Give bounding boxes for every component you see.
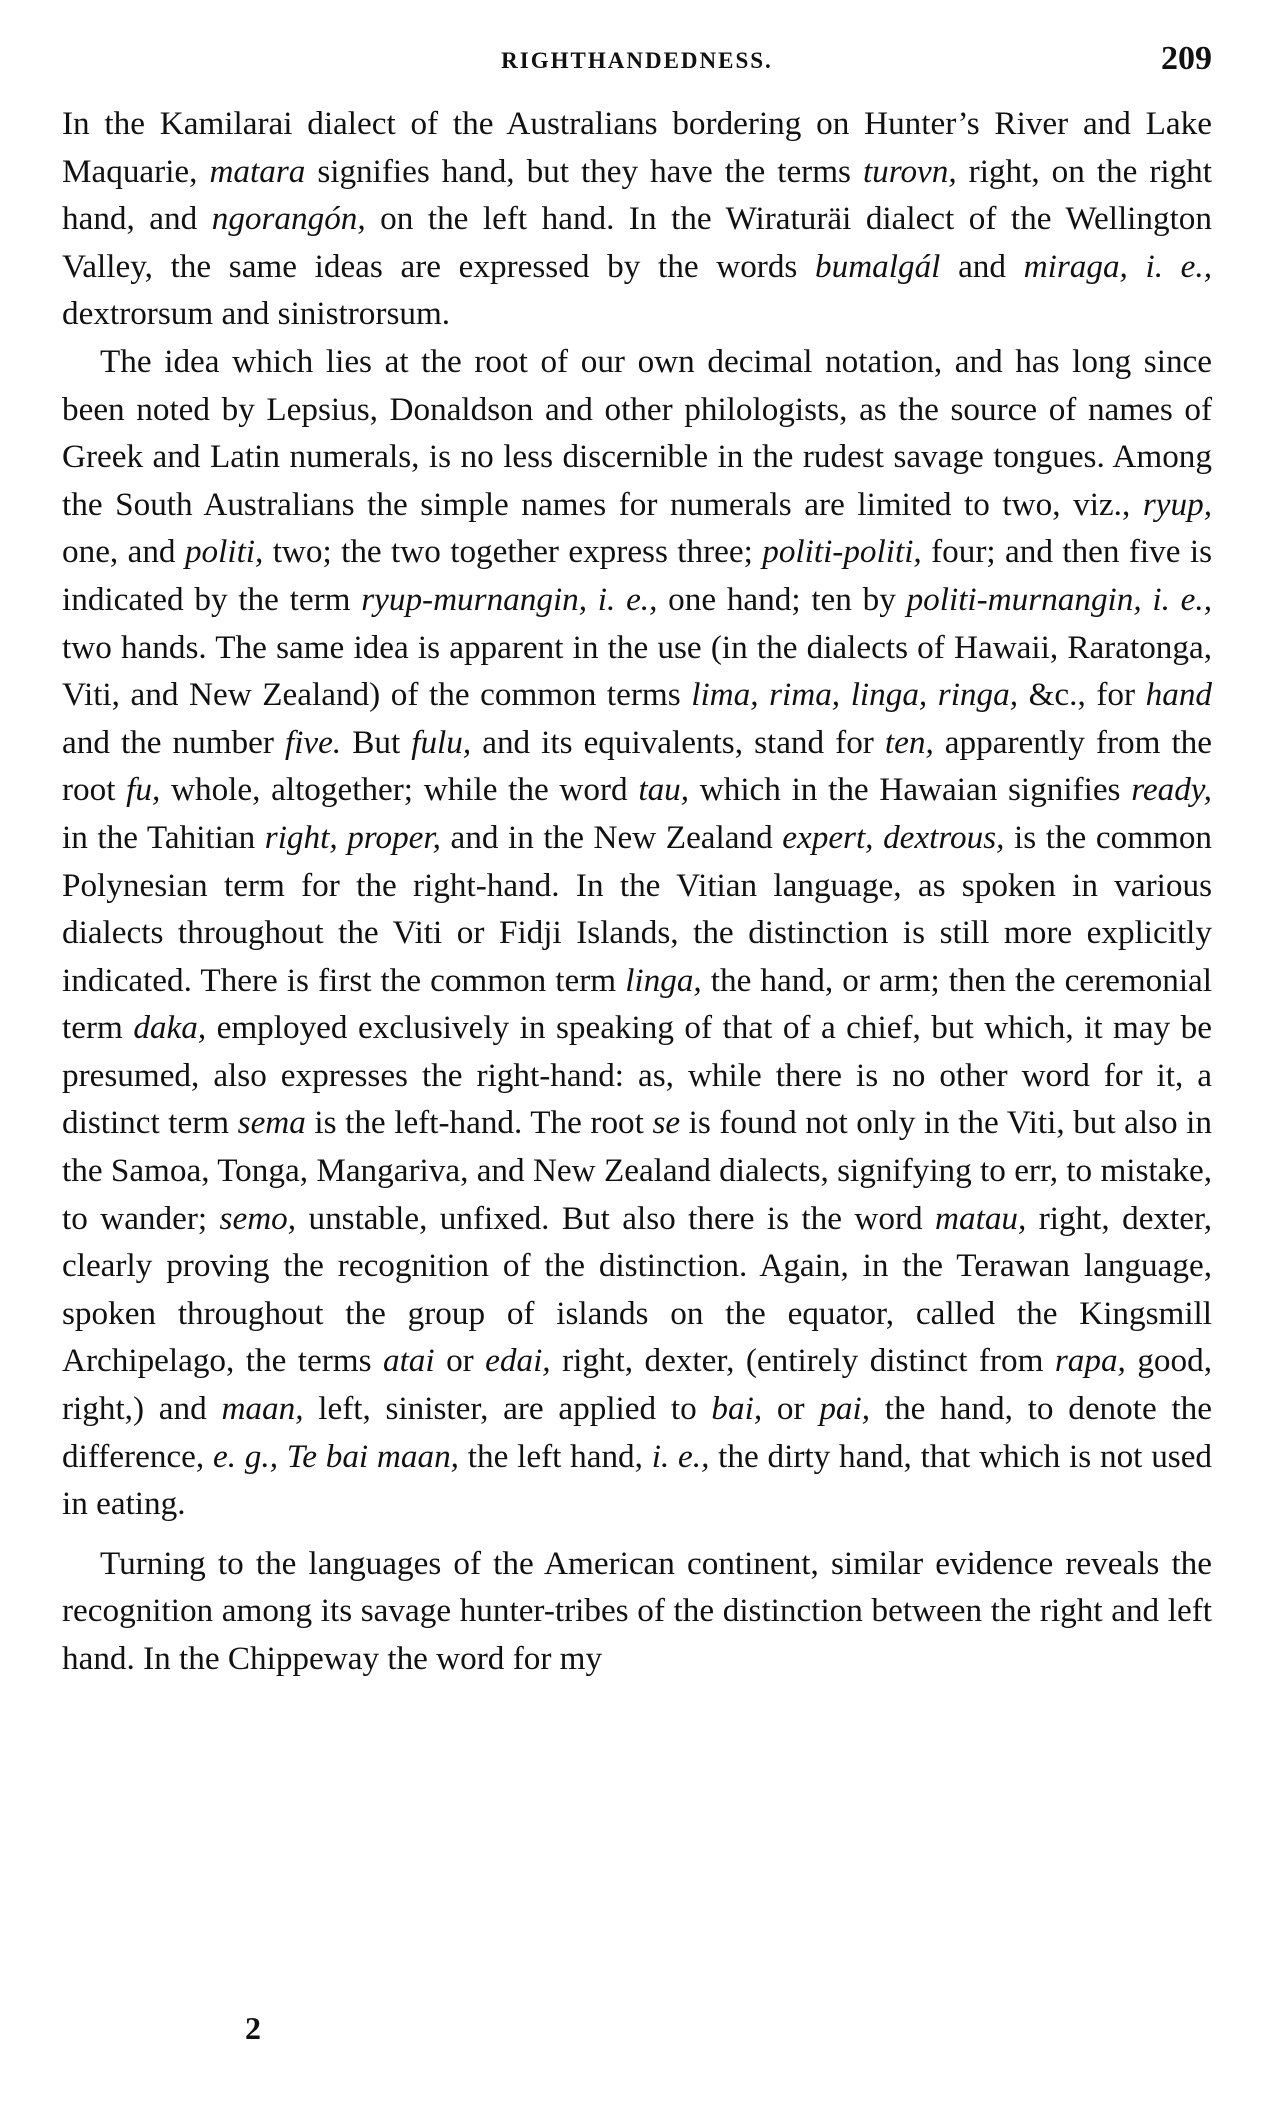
italic-term: fu, [126,771,161,809]
page-number: 209 [1161,40,1212,77]
text-run: left, sinister, are applied to [303,1390,712,1428]
text-run: employed exclusively in speaking of that of a chief, but which, it may be presumed, also expresses the right-hand: as, while there is no other word for it, a distinct term [62,1009,1213,1142]
running-head [62,40,1212,84]
text-run: the left hand, [458,1437,652,1475]
text-run: the hand, or arm; then the ceremonial term [62,961,1212,1047]
italic-term: rapa, [1054,1342,1126,1380]
text-run: Turning to the languages of the American continent, similar evidence reveals the recognition among its savage hunter-tribes of the distinction between the right and left hand. In the Chippeway the word for my [62,1544,1212,1677]
italic-term: maan, [221,1390,304,1428]
text-run: the dirty hand, that which is not used in eating. [62,1437,1213,1523]
text-run: dextrorsum and sinistrorsum. [62,295,451,333]
text-run: is the common Polynesian term for the right-hand. In the Vitian language, as spoken in various dialects throughout the Viti or Fidji Islands, the distinction is still more explicitly indicated. There is first the common term [62,818,1213,999]
text-run: and [940,247,1024,285]
running-title: RIGHTHANDEDNESS. [501,48,773,73]
text-run: one, and [62,533,185,571]
italic-term: se [652,1104,681,1142]
italic-term: matau, [935,1199,1027,1237]
text-run: the hand, to denote the difference, [62,1390,1212,1475]
italic-term: semo, [219,1199,297,1237]
text-run: whole, altogether; while the word [160,771,639,809]
text-run: unstable, unfixed. But also there is the word [296,1199,936,1237]
italic-term: ready, [1131,771,1212,809]
text-run: is found not only in the Viti, but also in the Samoa, Tonga, Mangariva, and New Zealand dialects, signifying to err, to mistake, to wander; [62,1104,1212,1237]
italic-term: daka, [133,1009,207,1047]
text-run: and in the New Zealand [440,818,783,856]
text-run: two hands. The same idea is apparent in the use (in the dialects of Hawaii, Raratonga, Viti, and New Zealand) of the common terms [62,628,1212,714]
text-run: good, right,) and [62,1342,1212,1428]
italic-term: linga, [625,961,702,999]
body-text [62,100,1212,1683]
text-run: on the left hand. In the Wiraturäi dialect of the Wellington Valley, the same ideas are expressed by the words [62,200,1212,285]
text-run: &c., for [1018,676,1146,714]
signature-mark: 2 [245,2010,261,2046]
italic-term: fulu, [411,723,472,761]
italic-term: matara [209,152,306,190]
text-run: or [762,1390,820,1428]
text-run: and its equivalents, stand for [471,723,885,761]
italic-term: pai, [819,1390,871,1428]
paragraph-3 [62,1540,1212,1683]
paragraph-1 [62,100,1212,338]
italic-term: e. g., Te bai maan, [212,1437,459,1475]
text-run: which in the Hawaian signifies [689,771,1132,809]
italic-term: ngorangón, [211,200,366,238]
italic-term: bumalgál [815,247,941,285]
italic-term: five. [284,723,342,761]
italic-term: atai [382,1342,435,1380]
italic-term: turovn, [862,152,957,190]
text-run: four; and then five is indicated by the term [62,533,1212,618]
text-run: apparently from the root [62,723,1212,809]
italic-term: politi-murnangin, i. e., [906,580,1212,618]
italic-term: ryup-murnangin, i. e., [361,580,658,618]
text-run: or [434,1342,486,1380]
italic-term: expert, dextrous, [782,818,1005,856]
italic-term: politi-politi, [762,533,922,571]
text-run: two; the two together express three; [263,533,763,571]
italic-term: i. e., [651,1437,710,1475]
italic-term: lima, rima, linga, ringa, [691,676,1019,714]
italic-term: ryup, [1142,485,1212,523]
italic-term: bai, [711,1390,763,1428]
text-run: In the Kamilarai dialect of the Australians bordering on Hunter’s River and Lake Maquarie, [62,105,1212,190]
text-run: one hand; ten by [657,580,907,618]
italic-term: miraga, i. e., [1023,247,1212,285]
text-run: in the Tahitian [62,818,265,856]
text-run: right, dexter, (entirely distinct from [550,1342,1055,1380]
text-run: signifies hand, but they have the terms [305,152,863,190]
paragraph-2 [62,338,1212,1528]
text-run: But [341,723,412,761]
italic-term: sema [237,1104,306,1142]
italic-term: right, proper, [264,818,441,856]
text-run: right, dexter, clearly proving the recognition of the distinction. Again, in the Terawan language, spoken throughout the group of islands on the equator, called the Kingsmill Archipelago, the terms [62,1199,1212,1380]
text-run: is the left-hand. The root [305,1104,653,1142]
text-run: right, on the right hand, and [62,152,1212,238]
italic-term: politi, [184,533,264,571]
text-run: and the number [62,723,285,761]
italic-term: tau, [638,771,690,809]
text-run: The idea which lies at the root of our own decimal notation, and has long since been noted by Lepsius, Donaldson and other philologists, as the source of names of Greek and Latin numerals, is no less discernible in the rudest savage tongues. Among the South Australians the simple names for numerals are limited to two, viz., [62,342,1212,523]
italic-term: edai, [485,1342,551,1380]
italic-term: ten, [884,723,934,761]
italic-term: hand [1145,676,1212,714]
book-page [62,40,1212,1683]
